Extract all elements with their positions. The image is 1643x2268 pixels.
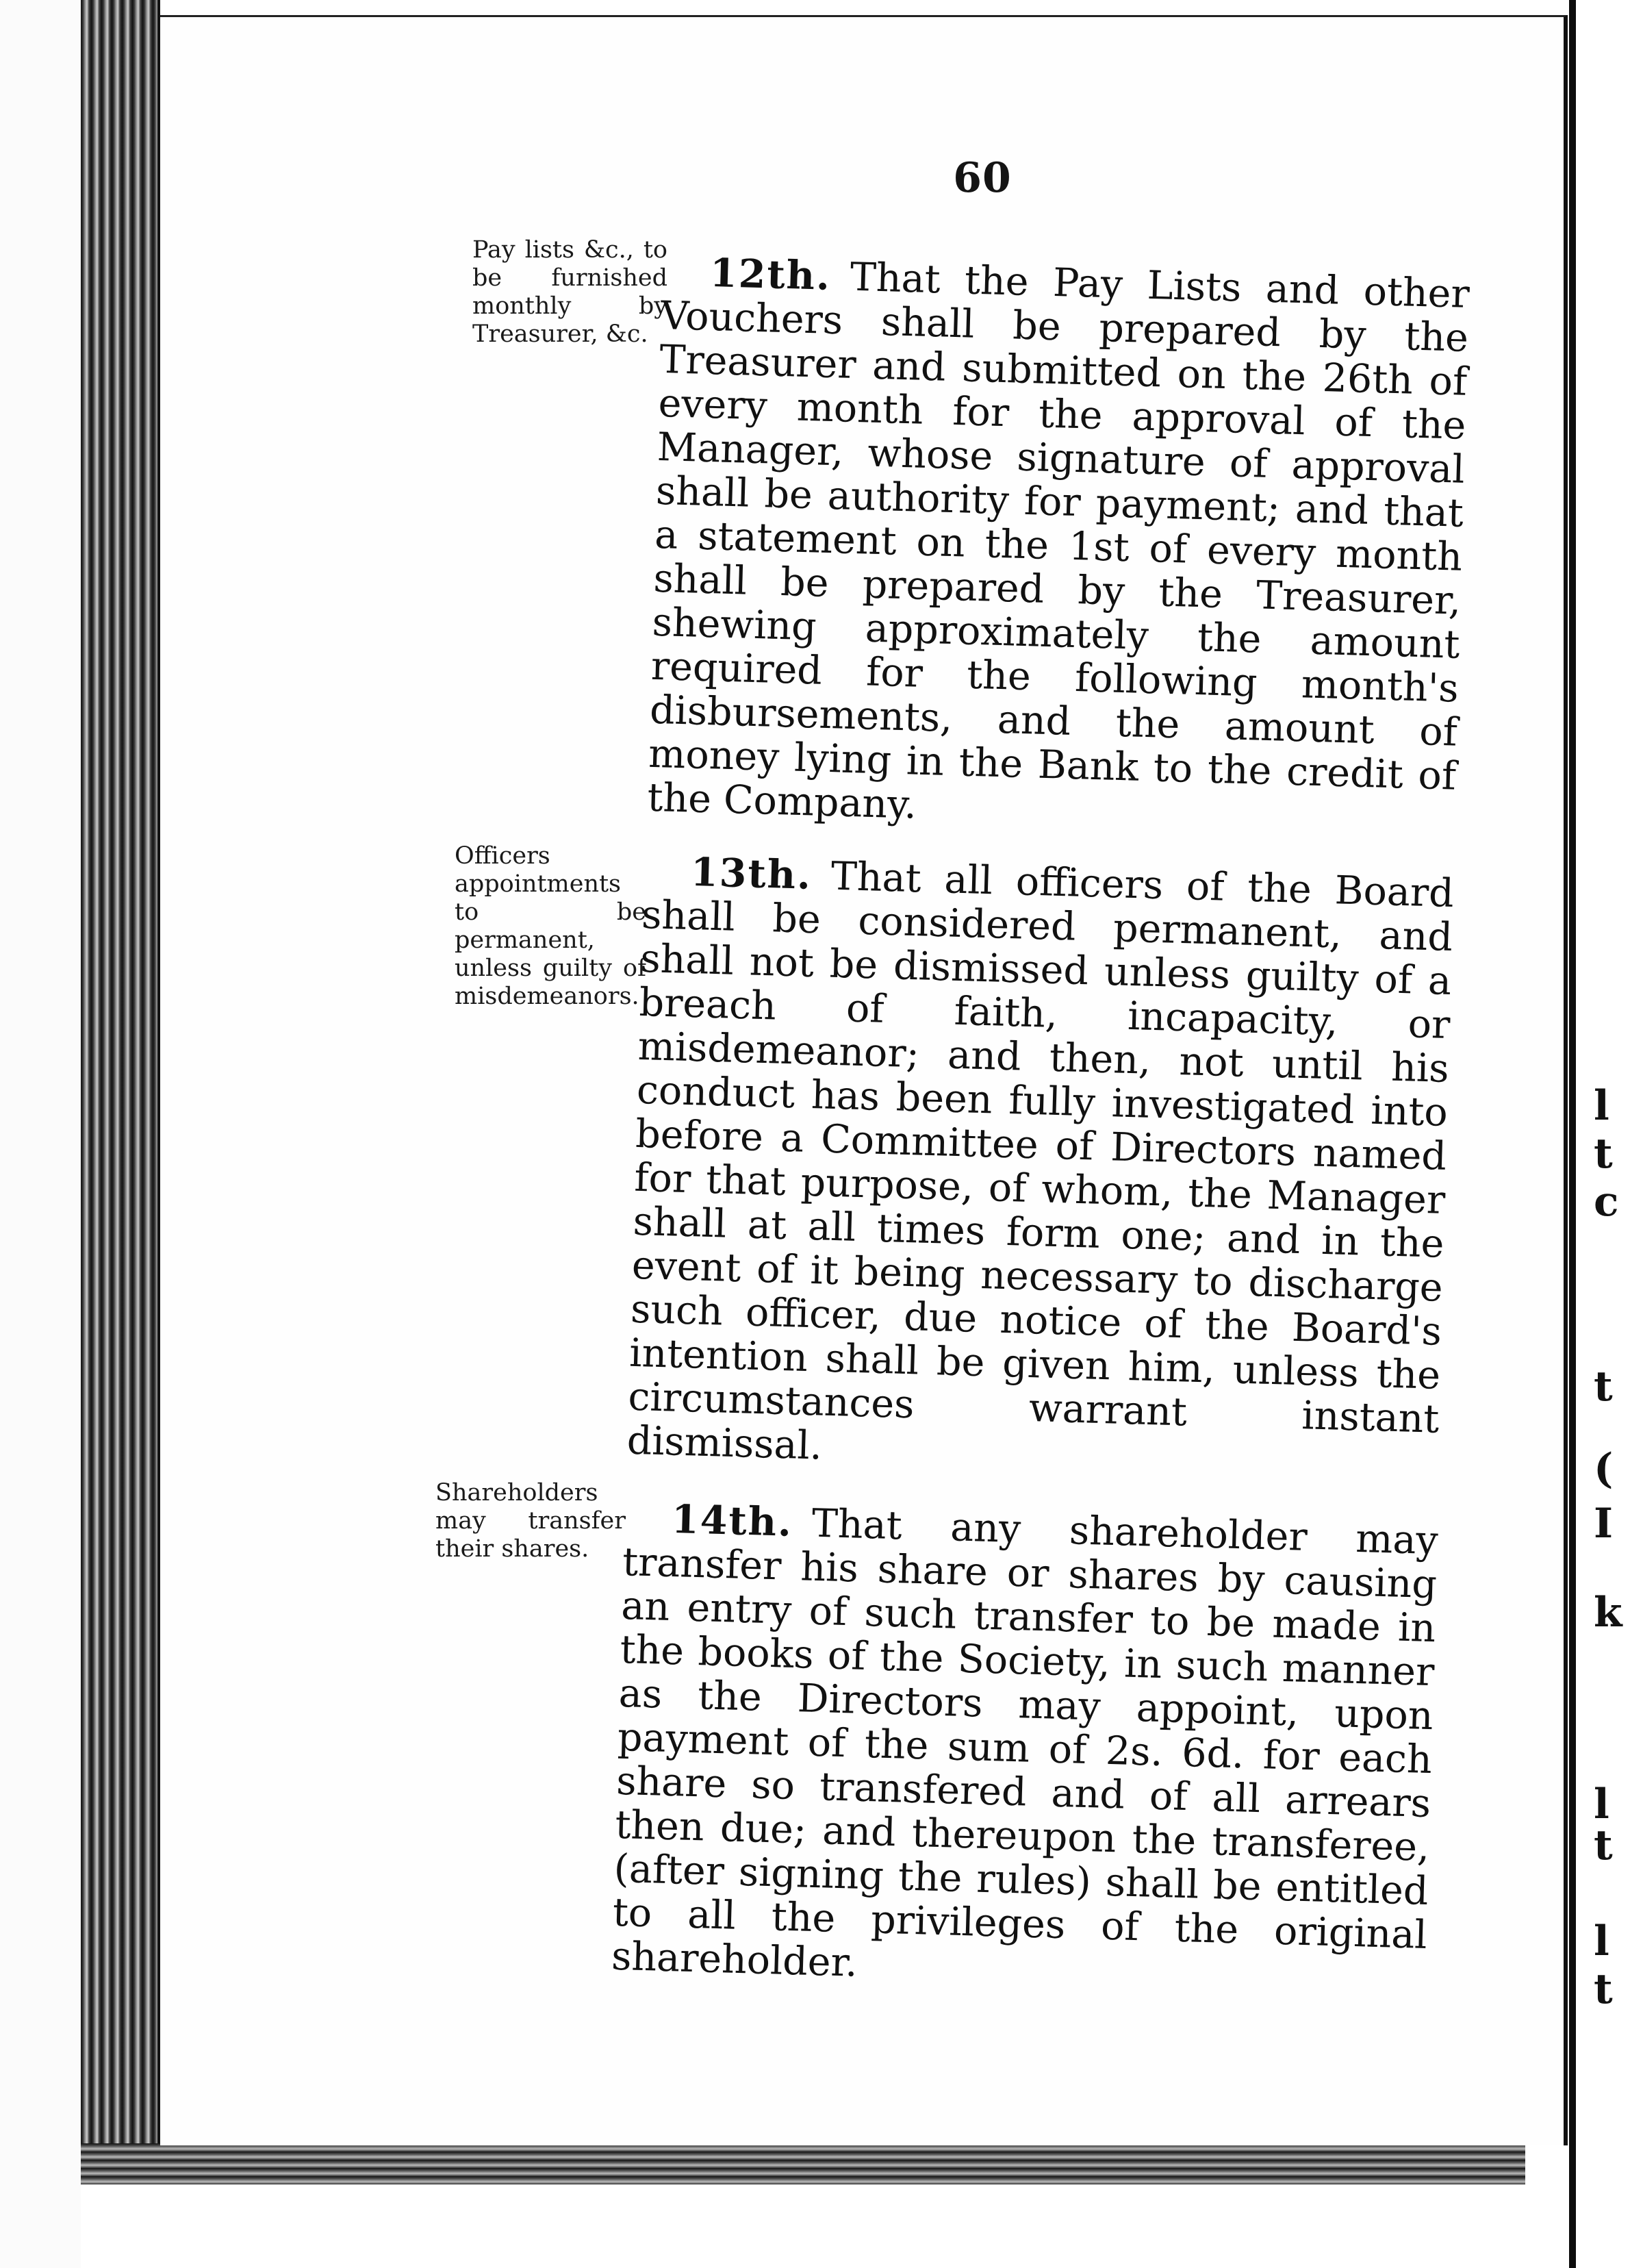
adjacent-page-fragment: k (1594, 1589, 1622, 1637)
section-paragraph (647, 250, 1470, 842)
page-number: 60 (953, 154, 1012, 202)
book-bottom-edge (81, 2143, 1525, 2184)
adjacent-page-fragment: t (1594, 1822, 1613, 1869)
margin-note: Shareholders may transfer their shares. (435, 1479, 626, 1563)
margin-note: Pay lists &c., to be furnished monthly by Treasurer, &c. (472, 236, 667, 348)
adjacent-page-fragment: l (1594, 1917, 1609, 1965)
adjacent-page-fragment: ( (1594, 1445, 1614, 1493)
margin-note: Officers appointments to be permanent, unless guilty of misdemeanors. (455, 842, 646, 1010)
section-text: That the Pay Lists and other Vouchers shall be prepared by the Treasurer and submitted on the 26th of every month for the approval of the Manager, whose signature of approval shall be authority for payment; and that a statement on the 1st of every month shall be prepared by the Treasurer, shewing approximately the amount required for the following month's disbursements, and the amount of money lying in the Bank to the credit of the Company. (646, 254, 1470, 828)
section-number: 14th. (671, 1496, 793, 1546)
section-paragraph (611, 1496, 1438, 2001)
scan-margin (0, 0, 81, 2268)
adjacent-page-fragment: c (1594, 1178, 1619, 1226)
adjacent-page-fragment: t (1594, 1130, 1613, 1178)
adjacent-page-fragment: I (1594, 1500, 1614, 1548)
section-number: 12th. (709, 249, 832, 299)
adjacent-page-strip (1569, 0, 1643, 2268)
adjacent-page-fragment: t (1594, 1965, 1613, 2013)
section-paragraph (626, 849, 1455, 1485)
adjacent-page-fragment: t (1594, 1363, 1613, 1411)
section-number: 13th. (690, 848, 813, 898)
section-text: That all officers of the Board shall be considered permanent, and shall not be dismissed unless guilty of a breach of faith, incapacity, or misdemeanor; and then, not until his conduct has been fully investigated into before a Committee of Directors named for that purpose, of whom, the Manager shall at all times form one; and in the event of it being necessary to discharge such officer, due notice of the Board's intention shall be given him, unless the circumstances warrant instant dismissal. (626, 853, 1455, 1469)
section-text: That any shareholder may transfer his share or shares by causing an entry of such transfer to be made in the books of the Society, in such manner as the Directors may appoint, upon payment of the sum of 2s. 6d. for each share so transfered and of all arrears then due; and thereupon the transferee, (after signing the rules) shall be entitled to all the privileges of the original shareholder. (611, 1500, 1439, 1986)
adjacent-page-fragment: l (1594, 1082, 1609, 1130)
adjacent-page-fragment: l (1594, 1780, 1609, 1828)
book-spine-edge (81, 0, 160, 2184)
